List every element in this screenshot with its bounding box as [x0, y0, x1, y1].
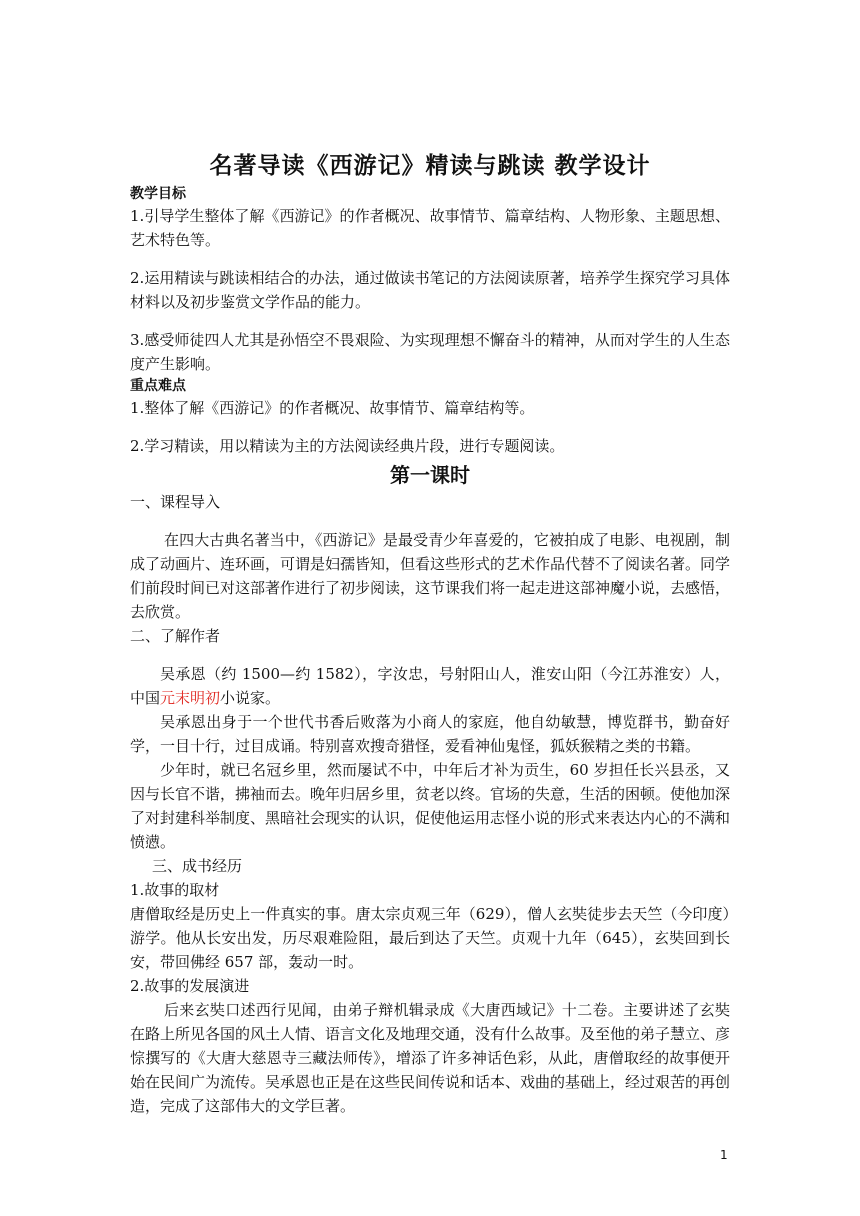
section-3-heading: 三、成书经历	[152, 857, 243, 875]
section-3-subheading-1: 1.故事的取材	[130, 881, 220, 899]
document-body	[130, 150, 730, 1118]
goal-item-3: 3.感受师徒四人尤其是孙悟空不畏艰险、为实现理想不懈奋斗的精神，从而对学生的人生态度产生影响。	[130, 331, 730, 373]
page-number: 1	[720, 1148, 728, 1162]
section-1-heading: 一、课程导入	[130, 493, 221, 511]
section-1-paragraph: 在四大古典名著当中，《西游记》是最受青少年喜爱的，它被拍成了电影、电视剧，制成了动画片、连环画，可谓是妇孺皆知，但看这些形式的艺术作品代替不了阅读名著。同学们前段时间已对这部著作进行了初步阅读，这节课我们将一起走进这部神魔小说，去感悟，去欣赏。	[130, 531, 731, 621]
section-3-subheading-2: 2.故事的发展演进	[130, 977, 250, 995]
author-intro-end: 小说家。	[220, 689, 281, 707]
key-point-2: 2.学习精读，用以精读为主的方法阅读经典片段，进行专题阅读。	[130, 437, 565, 455]
goal-item-2: 2.运用精读与跳读相结合的办法，通过做读书笔记的方法阅读原著，培养学生探究学习具体材料以及初步鉴赏文学作品的能力。	[130, 269, 730, 311]
section-3-paragraph-1: 唐僧取经是历史上一件真实的事。唐太宗贞观三年（629），僧人玄奘徒步去天竺（今印度）游学。他从长安出发，历尽艰难险阻，最后到达了天竺。贞观十九年（645），玄奘回到长安，带回佛经 657 部，轰动一时。	[130, 905, 730, 971]
author-intro-text: 吴承恩（约 1500—约 1582），字汝忠，号射阳山人，淮安山阳（今江苏淮安）人，中国	[130, 665, 730, 707]
section-2-heading: 二、了解作者	[130, 627, 221, 645]
goal-item-1: 1.引导学生整体了解《西游记》的作者概况、故事情节、篇章结构、人物形象、主题思想、艺术特色等。	[130, 207, 730, 249]
section-2-paragraph-1	[130, 662, 730, 710]
key-point-1: 1.整体了解《西游记》的作者概况、故事情节、篇章结构等。	[130, 399, 535, 417]
document-title: 名著导读《西游记》精读与跳读 教学设计	[209, 152, 651, 179]
key-points-heading: 重点难点	[130, 378, 186, 394]
section-3-paragraph-2: 后来玄奘口述西行见闻，由弟子辩机辑录成《大唐西域记》十二卷。主要讲述了玄奘在路上所见各国的风土人情、语言文化及地理交通，没有什么故事。及至他的弟子慧立、彦悰撰写的《大唐大慈恩寺三藏法师传》，增添了许多神话色彩，从此，唐僧取经的故事便开始在民间广为流传。吴承恩也正是在这些民间传说和话本、戏曲的基础上，经过艰苦的再创造，完成了这部伟大的文学巨著。	[130, 1001, 731, 1115]
era-highlight: 元末明初	[160, 689, 221, 707]
goals-heading: 教学目标	[130, 186, 186, 202]
lesson-title: 第一课时	[390, 463, 470, 487]
section-2-paragraph-3: 少年时，就已名冠乡里，然而屡试不中，中年后才补为贡生，60 岁担任长兴县丞，又因与长官不谐，拂袖而去。晚年归居乡里，贫老以终。官场的失意，生活的困顿。使他加深了对封建科举制度、黑暗社会现实的认识，促使他运用志怪小说的形式来表达内心的不满和愤懑。	[130, 761, 731, 851]
section-2-paragraph-2: 吴承恩出身于一个世代书香后败落为小商人的家庭，他自幼敏慧，博览群书，勤奋好学，一目十行，过目成诵。特别喜欢搜奇猎怪，爱看神仙鬼怪，狐妖猴精之类的书籍。	[130, 713, 730, 755]
